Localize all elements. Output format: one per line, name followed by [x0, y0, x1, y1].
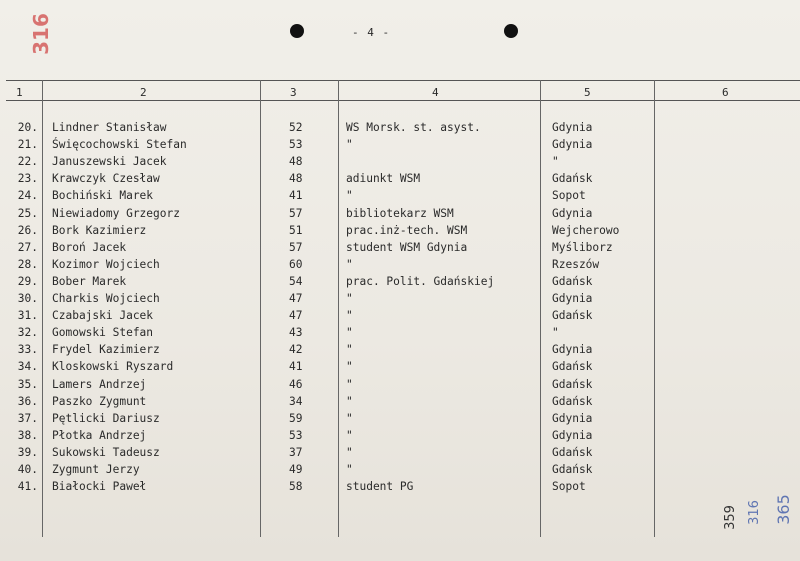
city: " [552, 326, 559, 340]
age: 41 [289, 189, 303, 203]
row-number: 22. [17, 155, 38, 169]
person-name: Zygmunt Jerzy [52, 463, 140, 476]
person-name: Płotka Andrzej [52, 428, 147, 442]
row-number: 34. [17, 360, 38, 374]
row-number: 31. [17, 309, 38, 323]
city: Myśliborz [552, 240, 613, 254]
person-name: Gomowski Stefan [52, 326, 154, 340]
occupation: " [346, 411, 353, 425]
row-number: 41. [17, 480, 38, 494]
archive-number-stamp: 359 [722, 505, 738, 530]
city: Gdynia [552, 138, 593, 152]
age: 34 [289, 394, 303, 408]
age: 57 [289, 240, 303, 254]
column-header-4: 4 [432, 86, 439, 99]
city: Gdynia [552, 428, 593, 442]
row-number: 23. [17, 172, 38, 186]
city: Gdynia [552, 206, 593, 220]
archive-number-stamp: 316 [746, 500, 762, 525]
person-name: Kloskowski Ryszard [52, 360, 174, 374]
row-number: 35. [17, 377, 38, 391]
occupation: adiunkt WSM [346, 172, 421, 186]
city: Wejcherowo [552, 223, 620, 237]
column-divider [540, 80, 541, 537]
age: 37 [289, 445, 303, 459]
occupation: student WSM Gdynia [346, 240, 468, 254]
row-number: 28. [17, 257, 38, 271]
row-number: 36. [17, 394, 38, 408]
age: 43 [289, 326, 303, 340]
archive-number-stamp: 316 [28, 13, 53, 55]
column-divider [260, 80, 261, 537]
row-number: 37. [17, 411, 38, 425]
row-number: 32. [17, 326, 38, 340]
age: 46 [289, 377, 303, 391]
person-name: Bober Marek [52, 274, 127, 288]
column-divider [654, 80, 655, 537]
age: 41 [289, 360, 303, 374]
age: 42 [289, 343, 303, 357]
occupation: " [346, 309, 353, 323]
punch-hole [504, 24, 518, 38]
occupation: " [346, 138, 353, 152]
person-name: Paszko Zygmunt [52, 394, 147, 408]
person-name: Bork Kazimierz [52, 223, 147, 237]
row-number: 30. [17, 292, 38, 305]
person-name: Kozimor Wojciech [52, 257, 160, 271]
occupation: prac. Polit. Gdańskiej [346, 274, 495, 288]
city: Gdańsk [552, 377, 593, 391]
city: Gdańsk [552, 445, 593, 459]
person-name: Frydel Kazimierz [52, 343, 160, 357]
occupation: " [346, 463, 353, 476]
person-name: Pętlicki Dariusz [52, 411, 160, 425]
age: 47 [289, 292, 303, 305]
occupation: " [346, 428, 353, 442]
person-name: Sukowski Tadeusz [52, 445, 160, 459]
occupation: WS Morsk. st. asyst. [346, 121, 481, 134]
occupation: " [346, 343, 353, 357]
city: Gdańsk [552, 463, 593, 476]
person-name: Boroń Jacek [52, 240, 127, 254]
person-name: Święcochowski Stefan [52, 138, 187, 152]
table-top-rule [6, 80, 800, 81]
occupation: " [346, 445, 353, 459]
column-header-6: 6 [722, 86, 729, 99]
punch-hole [290, 24, 304, 38]
city: Gdańsk [552, 394, 593, 408]
city: Gdynia [552, 121, 593, 134]
occupation: " [346, 189, 353, 203]
column-header-2: 2 [140, 86, 147, 99]
city: Gdynia [552, 343, 593, 357]
row-number: 40. [17, 463, 38, 476]
column-divider [42, 80, 43, 537]
archive-number-stamp: 365 [773, 494, 793, 525]
row-number: 27. [17, 240, 38, 254]
city: Sopot [552, 480, 586, 494]
row-number: 38. [17, 428, 38, 442]
city: Gdynia [552, 292, 593, 305]
age: 54 [289, 274, 303, 288]
column-header-1: 1 [16, 86, 23, 99]
row-number: 24. [17, 189, 38, 203]
occupation: " [346, 377, 353, 391]
city: Gdynia [552, 411, 593, 425]
person-name: Januszewski Jacek [52, 155, 167, 169]
age: 53 [289, 428, 303, 442]
person-name: Krawczyk Czesław [52, 172, 160, 186]
occupation: prac.inż-tech. WSM [346, 223, 468, 237]
occupation: " [346, 360, 353, 374]
person-name: Lamers Andrzej [52, 377, 147, 391]
column-header-3: 3 [290, 86, 297, 99]
age: 60 [289, 257, 303, 271]
person-name: Charkis Wojciech [52, 292, 160, 305]
city: " [552, 155, 559, 169]
city: Gdańsk [552, 309, 593, 323]
city: Sopot [552, 189, 586, 203]
person-name: Białocki Paweł [52, 480, 147, 494]
age: 51 [289, 223, 303, 237]
row-number: 33. [17, 343, 38, 357]
age: 53 [289, 138, 303, 152]
occupation: " [346, 257, 353, 271]
occupation: " [346, 326, 353, 340]
city: Rzeszów [552, 257, 600, 271]
age: 57 [289, 206, 303, 220]
city: Gdańsk [552, 274, 593, 288]
age: 59 [289, 411, 303, 425]
city: Gdańsk [552, 360, 593, 374]
city: Gdańsk [552, 172, 593, 186]
age: 48 [289, 172, 303, 186]
row-number: 29. [17, 274, 38, 288]
age: 52 [289, 121, 303, 134]
table-header-rule [6, 100, 800, 101]
occupation: bibliotekarz WSM [346, 206, 454, 220]
person-name: Niewiadomy Grzegorz [52, 206, 180, 220]
age: 58 [289, 480, 303, 494]
age: 49 [289, 463, 303, 476]
row-number: 20. [17, 121, 38, 134]
age: 48 [289, 155, 303, 169]
occupation: student PG [346, 480, 414, 494]
column-header-5: 5 [584, 86, 591, 99]
person-name: Lindner Stanisław [52, 121, 167, 134]
page-number: - 4 - [352, 26, 391, 39]
row-number: 26. [17, 223, 38, 237]
occupation: " [346, 394, 353, 408]
person-name: Czabajski Jacek [52, 309, 154, 323]
column-divider [338, 80, 339, 537]
row-number: 21. [17, 138, 38, 152]
row-number: 25. [17, 206, 38, 220]
occupation: " [346, 292, 353, 305]
age: 47 [289, 309, 303, 323]
row-number: 39. [17, 445, 38, 459]
person-name: Bochiński Marek [52, 189, 154, 203]
